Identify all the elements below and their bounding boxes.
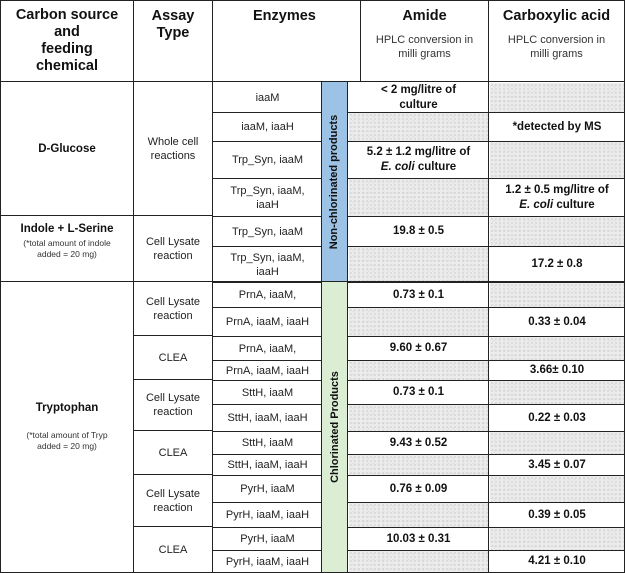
header-assay-line-2: Type xyxy=(156,25,190,41)
enzyme-cell-line: PyrH, iaaM xyxy=(240,533,295,545)
header-assay-line-1: Assay xyxy=(151,8,195,24)
enzyme-cell-line: SttH, iaaM, iaaH xyxy=(227,459,308,471)
grid-line xyxy=(347,82,348,573)
acid-value-cell xyxy=(490,476,624,502)
acid-value-cell-line: 1.2 ± 0.5 mg/litre of xyxy=(505,183,609,196)
grid-line xyxy=(347,360,625,361)
grid-line xyxy=(347,475,625,476)
grid-line xyxy=(347,246,625,247)
band-chlorinated-label: Chlorinated Products xyxy=(328,371,341,483)
grid-line xyxy=(347,380,625,381)
amide-value-cell xyxy=(349,381,488,404)
assay-clea xyxy=(134,336,212,379)
enzyme-cell-line: PyrH, iaaM, iaaH xyxy=(225,509,310,521)
enzyme-cell xyxy=(214,142,321,178)
acid-value-cell xyxy=(490,405,624,431)
header-carboxylic xyxy=(489,1,624,81)
amide-value-cell xyxy=(349,179,488,216)
assay-cell-lysate xyxy=(134,380,212,430)
amide-value-cell-line: 19.8 ± 0.5 xyxy=(392,225,445,237)
amide-value-cell-line: 5.2 ± 1.2 mg/litre of xyxy=(366,146,471,158)
assay-cell-lysate-line-1: Cell Lysate xyxy=(145,235,200,248)
grid-line xyxy=(347,527,625,528)
acid-value-cell xyxy=(490,83,624,112)
header-enzymes xyxy=(213,1,360,81)
enzyme-cell xyxy=(214,432,321,454)
amide-value-cell-line: 9.60 ± 0.67 xyxy=(389,342,448,354)
amide-value-cell-line: 10.03 ± 0.31 xyxy=(386,532,451,545)
enzyme-cell xyxy=(214,247,321,282)
assay-whole-cell xyxy=(134,82,212,215)
assay-cell-lysate xyxy=(134,282,212,335)
band-non-chlorinated-label: Non-chlorinated products xyxy=(328,114,341,249)
enzyme-cell-line: PrnA, iaaM, xyxy=(238,289,297,301)
acid-value-cell xyxy=(490,247,624,282)
grid-line xyxy=(360,0,361,82)
assay-cell-lysate-line-2: reaction xyxy=(153,406,193,418)
group-tryptophan-note-2: added = 20 mg) xyxy=(37,441,97,451)
grid-line xyxy=(347,282,625,283)
grid-line xyxy=(321,82,322,573)
enzyme-cell-line: iaaH xyxy=(256,265,279,278)
group-d-glucose-label: D-Glucose xyxy=(38,142,96,155)
enzyme-cell-line: iaaM xyxy=(255,91,280,104)
acid-value-cell xyxy=(490,528,624,550)
enzyme-cell xyxy=(214,283,321,307)
grid-line xyxy=(212,336,321,337)
assay-cell-lysate-line-1: Cell Lysate xyxy=(145,295,200,308)
enzyme-cell-line: PrnA, iaaM, iaaH xyxy=(225,364,310,377)
grid-line xyxy=(133,379,212,380)
amide-value-cell xyxy=(349,308,488,336)
enzyme-cell-line: iaaH xyxy=(256,198,279,211)
enzyme-cell-line: PrnA, iaaM, xyxy=(238,342,297,355)
grid-line xyxy=(347,454,625,455)
acid-value-cell-line: *detected by MS xyxy=(512,120,602,133)
grid-line xyxy=(212,404,321,405)
header-amide-sub-2: milli grams xyxy=(398,48,451,60)
group-indole-serine xyxy=(1,216,133,281)
grid-line xyxy=(347,431,625,432)
amide-value-cell-line: 0.76 ± 0.09 xyxy=(389,482,448,495)
acid-value-cell xyxy=(490,551,624,572)
group-indole-label: Indole + L-Serine xyxy=(20,223,114,235)
grid-line xyxy=(133,430,212,431)
grid-line xyxy=(212,550,321,551)
amide-value-cell xyxy=(349,528,488,550)
enzyme-cell-line: SttH, iaaM xyxy=(241,386,294,399)
grid-line xyxy=(212,307,321,308)
grid-line xyxy=(212,454,321,455)
acid-value-cell-line: 0.22 ± 0.03 xyxy=(528,411,586,424)
enzyme-cell-line: Trp_Syn, iaaM xyxy=(231,154,304,166)
acid-value-cell-line: 0.33 ± 0.04 xyxy=(528,315,586,328)
group-indole-note-1: (*total amount of indole xyxy=(23,238,111,248)
enzyme-cell-line: iaaM, iaaH xyxy=(241,121,294,133)
enzyme-cell xyxy=(214,179,321,216)
grid-line xyxy=(347,216,625,217)
amide-value-cell-line: 9.43 ± 0.52 xyxy=(389,436,448,449)
header-amide xyxy=(361,1,488,81)
acid-value-cell xyxy=(490,432,624,454)
grid-line xyxy=(212,282,321,283)
grid-line xyxy=(212,246,321,247)
enzyme-cell-line: PyrH, iaaM xyxy=(240,483,295,495)
enzyme-cell xyxy=(214,308,321,336)
enzyme-cell xyxy=(214,113,321,141)
grid-line xyxy=(212,216,321,217)
assay-whole-cell-line-2: reactions xyxy=(150,149,196,162)
assay-cell-lysate-line-2: reaction xyxy=(153,309,193,322)
amide-value-cell xyxy=(349,142,488,178)
assay-clea-label: CLEA xyxy=(158,543,188,556)
amide-value-cell xyxy=(349,337,488,360)
band-chlorinated xyxy=(322,282,347,572)
grid-line xyxy=(133,474,212,475)
group-tryptophan xyxy=(1,282,133,572)
grid-line xyxy=(212,502,321,503)
grid-line xyxy=(212,178,321,179)
grid-line xyxy=(0,81,625,82)
acid-value-cell xyxy=(490,308,624,336)
acid-value-cell xyxy=(490,381,624,404)
grid-line xyxy=(212,112,321,113)
grid-line xyxy=(212,527,321,528)
assay-cell-lysate-line-1: Cell Lysate xyxy=(145,392,200,404)
group-d-glucose xyxy=(1,82,133,215)
acid-value-cell xyxy=(490,113,624,141)
assay-cell-lysate-line-2: reaction xyxy=(153,249,193,262)
assay-cell-lysate xyxy=(134,475,212,526)
enzyme-cell xyxy=(214,405,321,431)
header-carbon-line-4: chemical xyxy=(35,58,99,74)
header-carbon-line-3: feeding xyxy=(41,41,93,57)
amide-value-cell xyxy=(349,455,488,475)
amide-value-cell-line: E. coli culture xyxy=(380,161,457,173)
enzyme-cell-line: Trp_Syn, iaaM xyxy=(231,225,304,238)
header-amide-label: Amide xyxy=(402,8,447,24)
grid-line xyxy=(488,0,489,573)
assay-clea xyxy=(134,527,212,572)
grid-line xyxy=(212,0,213,573)
enzyme-cell-line: PyrH, iaaM, iaaH xyxy=(225,555,310,568)
acid-value-cell-line: 17.2 ± 0.8 xyxy=(531,258,583,270)
enzyme-cell-line: Trp_Syn, iaaM, xyxy=(230,184,305,197)
grid-line xyxy=(347,550,625,551)
acid-value-cell xyxy=(490,503,624,527)
enzyme-cell-line: PrnA, iaaM, iaaH xyxy=(225,316,310,328)
enzyme-cell xyxy=(214,361,321,380)
acid-value-cell-line: 3.45 ± 0.07 xyxy=(528,458,586,471)
amide-value-cell xyxy=(349,503,488,527)
header-carboxylic-label: Carboxylic acid xyxy=(502,8,611,24)
amide-value-cell-line: < 2 mg/litre of xyxy=(380,83,457,96)
assay-clea-label: CLEA xyxy=(158,351,188,364)
grid-line xyxy=(212,141,321,142)
amide-value-cell xyxy=(349,83,488,112)
grid-line xyxy=(212,475,321,476)
grid-line xyxy=(347,112,625,113)
acid-value-cell xyxy=(490,337,624,360)
group-tryptophan-label: Tryptophan xyxy=(35,402,99,414)
header-amide-sub-1: HPLC conversion in xyxy=(375,34,474,46)
header-carboxylic-sub-1: HPLC conversion in xyxy=(507,34,606,46)
acid-value-cell xyxy=(490,361,624,380)
grid-line xyxy=(133,526,212,527)
grid-line xyxy=(347,336,625,337)
grid-line xyxy=(212,360,321,361)
amide-value-cell xyxy=(349,476,488,502)
acid-value-cell xyxy=(490,142,624,178)
amide-value-cell xyxy=(349,217,488,246)
grid-line xyxy=(347,502,625,503)
enzyme-cell xyxy=(214,551,321,572)
enzyme-cell xyxy=(214,381,321,404)
enzyme-cell-line: SttH, iaaM, iaaH xyxy=(227,412,308,424)
amide-value-cell xyxy=(349,113,488,141)
amide-value-cell-line: 0.73 ± 0.1 xyxy=(392,288,445,301)
header-carbon-line-2: and xyxy=(54,24,80,40)
acid-value-cell xyxy=(490,455,624,475)
amide-value-cell xyxy=(349,283,488,307)
grid-line xyxy=(133,0,134,573)
assay-clea-label: CLEA xyxy=(158,446,188,459)
acid-value-cell-line: 3.66± 0.10 xyxy=(529,364,585,376)
enzyme-cell xyxy=(214,528,321,550)
assay-cell-lysate xyxy=(134,216,212,281)
amide-value-cell xyxy=(349,551,488,572)
band-non-chlorinated xyxy=(322,82,347,281)
header-carbon-line-1: Carbon source xyxy=(15,7,119,23)
grid-line xyxy=(347,404,625,405)
grid-line xyxy=(347,307,625,308)
enzyme-cell xyxy=(214,503,321,527)
header-carbon-source xyxy=(1,1,133,81)
acid-value-cell xyxy=(490,217,624,246)
enzyme-cell xyxy=(214,476,321,502)
grid-line xyxy=(0,0,625,1)
header-assay-type xyxy=(134,1,212,81)
acid-value-cell xyxy=(490,179,624,216)
amide-value-cell-line: 0.73 ± 0.1 xyxy=(392,386,445,398)
enzyme-cell-line: Trp_Syn, iaaM, xyxy=(230,251,305,264)
amide-value-cell-line: culture xyxy=(399,98,438,111)
assay-cell-lysate-line-1: Cell Lysate xyxy=(145,487,200,500)
amide-value-cell xyxy=(349,247,488,282)
acid-value-cell-line: E. coli culture xyxy=(519,198,595,211)
acid-value-cell-line: 4.21 ± 0.10 xyxy=(528,555,586,567)
header-enzymes-label: Enzymes xyxy=(253,8,316,24)
grid-line xyxy=(212,431,321,432)
acid-value-cell xyxy=(490,283,624,307)
group-indole-note-2: added = 20 mg) xyxy=(37,249,97,259)
grid-line xyxy=(347,178,625,179)
grid-line xyxy=(212,380,321,381)
grid-line xyxy=(347,141,625,142)
enzyme-cell xyxy=(214,217,321,246)
grid-line xyxy=(0,0,1,573)
enzyme-cell xyxy=(214,455,321,475)
assay-cell-lysate-line-2: reaction xyxy=(153,501,193,514)
header-carboxylic-sub-2: milli grams xyxy=(530,48,583,60)
grid-line xyxy=(133,335,212,336)
enzyme-cell-line: SttH, iaaM xyxy=(241,437,294,449)
grid-line xyxy=(0,215,212,216)
amide-value-cell xyxy=(349,361,488,380)
assay-whole-cell-line-1: Whole cell xyxy=(147,135,199,148)
amide-value-cell xyxy=(349,432,488,454)
enzyme-cell xyxy=(214,337,321,360)
assay-clea xyxy=(134,431,212,474)
group-tryptophan-note-1: (*total amount of Tryp xyxy=(26,430,108,440)
enzyme-cell xyxy=(214,83,321,112)
amide-value-cell xyxy=(349,405,488,431)
acid-value-cell-line: 0.39 ± 0.05 xyxy=(528,508,586,521)
